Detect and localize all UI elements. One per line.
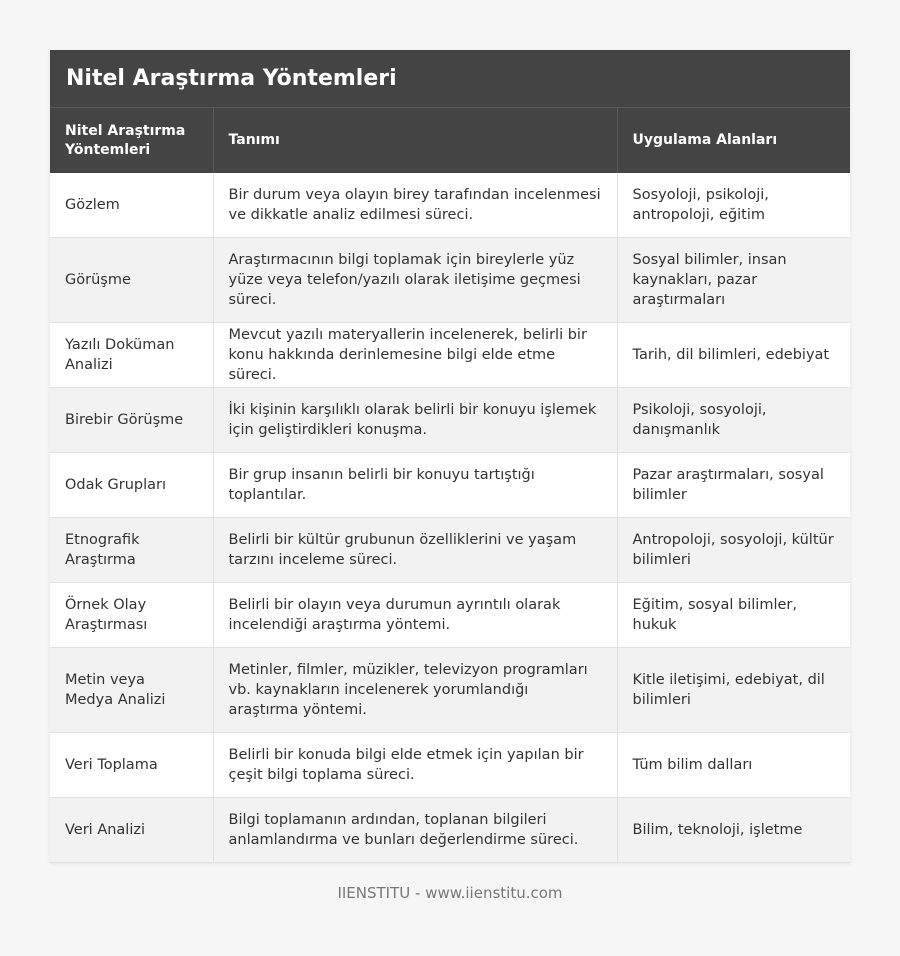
table-row (50, 733, 850, 798)
column-header-application: Uygulama Alanları (617, 108, 850, 173)
cell-method: Birebir Görüşme (50, 388, 213, 453)
cell-method: Örnek Olay Araştırması (50, 583, 213, 648)
table-row (50, 173, 850, 238)
cell-application: Bilim, teknoloji, işletme (617, 798, 850, 863)
cell-definition: Belirli bir olayın veya durumun ayrıntılı olarak incelendiği araştırma yöntemi. (213, 583, 617, 648)
cell-method: Veri Analizi (50, 798, 213, 863)
cell-method: Odak Grupları (50, 453, 213, 518)
column-header-definition: Tanımı (213, 108, 617, 173)
cell-method: Etnografik Araştırma (50, 518, 213, 583)
cell-definition: Bir grup insanın belirli bir konuyu tartıştığı toplantılar. (213, 453, 617, 518)
cell-method: Yazılı Doküman Analizi (50, 323, 213, 388)
cell-method: Metin veya Medya Analizi (50, 648, 213, 733)
cell-method: Veri Toplama (50, 733, 213, 798)
cell-application: Psikoloji, sosyoloji, danışmanlık (617, 388, 850, 453)
table-row (50, 648, 850, 733)
methods-table (50, 108, 850, 863)
footer-credit: IIENSTITU - www.iienstitu.com (337, 884, 563, 902)
table-row (50, 453, 850, 518)
cell-definition: Belirli bir konuda bilgi elde etmek için yapılan bir çeşit bilgi toplama süreci. (213, 733, 617, 798)
table-row (50, 238, 850, 323)
cell-application: Tüm bilim dalları (617, 733, 850, 798)
cell-method: Gözlem (50, 173, 213, 238)
table-title: Nitel Araştırma Yöntemleri (50, 50, 850, 108)
cell-definition: İki kişinin karşılıklı olarak belirli bir konuyu işlemek için geliştirdikleri konuşma. (213, 388, 617, 453)
cell-application: Antropoloji, sosyoloji, kültür bilimleri (617, 518, 850, 583)
cell-application: Eğitim, sosyal bilimler, hukuk (617, 583, 850, 648)
cell-definition: Bir durum veya olayın birey tarafından incelenmesi ve dikkatle analiz edilmesi süreci. (213, 173, 617, 238)
table-card (50, 50, 850, 863)
cell-definition: Metinler, filmler, müzikler, televizyon programları vb. kaynakların incelenerek yorumlandığı araştırma yöntemi. (213, 648, 617, 733)
cell-application: Kitle iletişimi, edebiyat, dil bilimleri (617, 648, 850, 733)
table-row (50, 388, 850, 453)
cell-application: Pazar araştırmaları, sosyal bilimler (617, 453, 850, 518)
cell-definition: Belirli bir kültür grubunun özelliklerini ve yaşam tarzını inceleme süreci. (213, 518, 617, 583)
cell-definition: Mevcut yazılı materyallerin incelenerek, belirli bir konu hakkında derinlemesine bilgi elde etme süreci. (213, 323, 617, 388)
cell-application: Sosyal bilimler, insan kaynakları, pazar araştırmaları (617, 238, 850, 323)
cell-method: Görüşme (50, 238, 213, 323)
table-row (50, 798, 850, 863)
table-row (50, 518, 850, 583)
cell-application: Sosyoloji, psikoloji, antropoloji, eğitim (617, 173, 850, 238)
cell-definition: Bilgi toplamanın ardından, toplanan bilgileri anlamlandırma ve bunları değerlendirme süreci. (213, 798, 617, 863)
table-row (50, 323, 850, 388)
cell-definition: Araştırmacının bilgi toplamak için bireylerle yüz yüze veya telefon/yazılı olarak iletişime geçmesi süreci. (213, 238, 617, 323)
table-row (50, 583, 850, 648)
header-row (50, 108, 850, 173)
cell-application: Tarih, dil bilimleri, edebiyat (617, 323, 850, 388)
column-header-method: Nitel Araştırma Yöntemleri (50, 108, 213, 173)
